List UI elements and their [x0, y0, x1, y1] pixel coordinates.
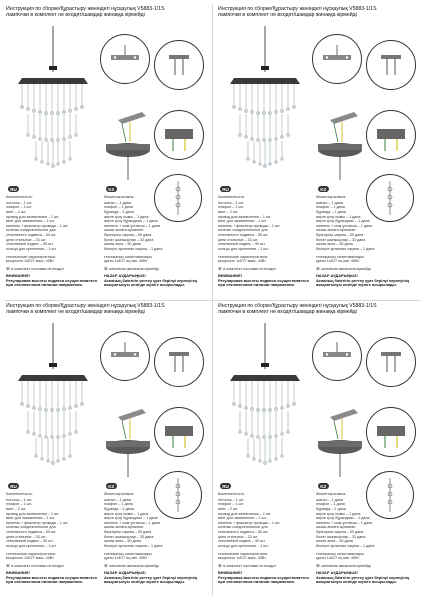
- instruction-title: [218, 6, 418, 18]
- detail-circle-wiring: [366, 407, 416, 457]
- canopy-rim: [106, 441, 150, 447]
- list-item: бұранда – 2 дана: [104, 506, 134, 511]
- specs-heading-kz: техникалық сипаттамалары:: [104, 254, 153, 259]
- list-item: ниппель + фиксатор провода – 1 шт.: [6, 223, 69, 228]
- list-item: провод для заземления – 1 шт.: [218, 511, 272, 516]
- title-line-2: лампочки в комплект не входят/шамдар жинаққа кірмейді: [218, 309, 357, 316]
- mounting-bracket: [330, 409, 358, 421]
- ground-wire: [122, 421, 126, 439]
- list-item: біріктіргіш сақина – 50 дана: [316, 232, 364, 237]
- not-included-note-ru: ⊗ в комплект поставки не входит: [218, 265, 277, 271]
- warning-heading-ru: ВНИМАНИЕ!: [6, 570, 30, 575]
- list-item: цепи стальные – 33 шт.: [218, 534, 259, 539]
- warning-text-kz: ажыратылуы кезінде жүзеге асырылады.: [104, 579, 185, 585]
- warning-text-kz: Аспаның биіктігін реттеу қуат берілуі кернеуінің: [104, 277, 198, 283]
- instruction-title: [6, 6, 206, 18]
- list-item: провод для заземления – 1 шт.: [6, 214, 60, 219]
- list-item: ниппель + сым ұстағыш – 1 дана: [316, 520, 373, 525]
- list-item: кольцо для крепления – 1 шт.: [218, 246, 269, 251]
- list-item: плафон – 1 дана: [316, 205, 345, 210]
- title-line-2: лампочки в комплект не входят/шамдар жинаққа кірмейді: [6, 309, 145, 316]
- list-item: винт – 2 шт.: [218, 506, 239, 511]
- specs-value-kz: қуаты 1xE27 ең көп. 40Вт: [104, 259, 148, 264]
- list-item: бекітуге арналған сақина – 1 дана: [316, 543, 375, 548]
- list-item: шатыл – 1 дана: [316, 497, 343, 502]
- language-badge-kz: KZ: [318, 483, 329, 489]
- top-ring: [230, 78, 300, 84]
- mounting-diagram: [104, 106, 156, 180]
- list-item: плафон – 1 дана: [104, 502, 133, 507]
- list-item: жерге қосу бұрандасы – 1 дана: [104, 516, 158, 521]
- top-ring: [230, 375, 300, 381]
- list-item: стеклянного подвеса – 50 шт.: [218, 529, 269, 534]
- list-item: стеклянного подвеса – 50 шт.: [6, 232, 57, 237]
- list-item: болат шынжырлар – 33 дана: [316, 237, 366, 242]
- crossed-bulb-icon: ⊗: [104, 265, 108, 271]
- not-included-note-ru: ⊗ в комплект поставки не входит: [6, 265, 65, 271]
- instruction-quadrant-top-right: [216, 6, 421, 298]
- chandelier-illustration: [14, 323, 92, 473]
- ground-wire: [334, 124, 338, 142]
- specs-value-kz: қуаты 1xE27 ең көп. 40Вт: [316, 556, 360, 561]
- list-item: бекітуге арналған сақина – 1 дана: [104, 246, 163, 251]
- wiring-detail-icon: [155, 111, 203, 159]
- warning-heading-kz: НАЗАР АУДАРЫҢЫЗ!: [316, 273, 358, 278]
- warning-text-kz: Аспаның биіктігін реттеу қуат берілуі кернеуінің: [316, 277, 410, 283]
- wiring-detail-icon: [367, 408, 415, 456]
- crystal-strands-mid: [240, 411, 288, 436]
- horizontal-divider: [4, 300, 421, 301]
- list-item: провод для заземления – 1 шт.: [218, 214, 272, 219]
- screws-detail-icon: [155, 338, 203, 386]
- warning-text-ru: при отключенном питании напряжения.: [218, 579, 295, 585]
- specs-heading-ru: технические характеристики:: [218, 551, 268, 556]
- detail-circle-bracket: [100, 331, 150, 381]
- not-included-note-ru: ⊗ в комплект поставки не входит: [6, 562, 65, 568]
- list-item: ниппель + фиксатор провода – 1 шт.: [6, 520, 69, 525]
- mounting-diagram: [316, 106, 368, 180]
- list-item: кольцо для крепления – 1 шт.: [218, 543, 269, 548]
- list-item: ниппель + сым ұстағыш – 1 дана: [104, 223, 161, 228]
- list-item: жерге қосу сымы – 1 дана: [316, 214, 361, 219]
- list-item: жерге қосу сымы – 1 дана: [316, 511, 361, 516]
- title-line-2: лампочки в комплект не входят/шамдар жинаққа кірмейді: [6, 12, 145, 19]
- list-item: потолок – 1 шт.: [218, 200, 244, 205]
- detail-circle-wiring: [154, 110, 204, 160]
- list-item: шыны аспа – 90 дана: [316, 539, 353, 544]
- contents-heading-kz: Жиынтықтылығы:: [104, 492, 135, 496]
- screws-detail-icon: [155, 41, 203, 89]
- list-item: шыны аспаға арналған: [104, 525, 144, 530]
- warning-text-ru: Регулировка высоты подвеса осуществляется: [6, 277, 97, 283]
- list-item: шатыл – 1 дана: [316, 200, 343, 205]
- mounting-bracket: [118, 112, 146, 124]
- crossed-bulb-icon: ⊗: [6, 562, 10, 568]
- contents-heading-ru: Комплектность:: [218, 492, 245, 496]
- list-item: колечко соединительное для: [6, 228, 56, 233]
- crystal-strands-mid: [28, 411, 76, 436]
- contents-list-ru: [6, 492, 102, 568]
- title-line-1: Инструкция по сборке/Құрастыру жөніндегі нұсқаулық V5883-1/1S: [6, 303, 165, 309]
- crossed-bulb-icon: ⊗: [6, 265, 10, 271]
- list-item: плафон – 1 шт.: [6, 502, 32, 507]
- contents-list-ru: [218, 492, 314, 568]
- not-included-note-kz: ⊗ жеткізілім жинағына кірмейді: [316, 562, 371, 568]
- list-item: стеклянный подвес – 90 шт.: [6, 242, 54, 247]
- contents-list-kz: [316, 195, 412, 271]
- crossed-bulb-icon: ⊗: [218, 265, 222, 271]
- title-line-2: лампочки в комплект не входят/шамдар жинаққа кірмейді: [218, 12, 357, 19]
- list-item: болат шынжырлар – 33 дана: [104, 237, 154, 242]
- list-item: шыны аспаға арналған: [316, 525, 356, 530]
- list-item: плафон – 1 шт.: [6, 205, 32, 210]
- contents-heading-ru: Комплектность:: [218, 195, 245, 199]
- mounting-bracket: [118, 409, 146, 421]
- language-badge-ru: RU: [8, 186, 19, 192]
- not-included-note-kz: ⊗ жеткізілім жинағына кірмейді: [104, 562, 159, 568]
- list-item: плафон – 1 дана: [316, 502, 345, 507]
- warning-text-kz: Аспаның биіктігін реттеу қуат берілуі кернеуінің: [104, 574, 198, 580]
- canopy-rim: [318, 441, 362, 447]
- warning-kz: [104, 274, 200, 288]
- list-item: колечко соединительное для: [218, 228, 268, 233]
- bracket-detail-icon: [313, 332, 361, 380]
- list-item: ниппель + фиксатор провода – 1 шт.: [218, 520, 281, 525]
- crystal-strands-top: [234, 381, 294, 409]
- detail-circle-screws: [154, 40, 204, 90]
- instruction-title: [6, 303, 206, 315]
- list-item: винт для заземления – 1 шт.: [6, 516, 55, 521]
- wiring-detail-icon: [367, 111, 415, 159]
- lamp-holder: [261, 363, 269, 367]
- lamp-holder: [49, 66, 57, 70]
- warning-text-ru: при отключенном питании напряжения.: [6, 579, 83, 585]
- warning-ru: [218, 274, 314, 288]
- crossed-bulb-icon: ⊗: [316, 562, 320, 568]
- warning-heading-ru: ВНИМАНИЕ!: [6, 273, 30, 278]
- list-item: винт для заземления – 1 шт.: [218, 516, 267, 521]
- list-item: плафон – 1 шт.: [218, 205, 244, 210]
- list-item: винт для заземления – 1 шт.: [6, 219, 55, 224]
- mounting-diagram: [104, 403, 156, 477]
- warning-text-ru: Регулировка высоты подвеса осуществляется: [218, 574, 309, 580]
- crystal-strands-mid: [28, 114, 76, 139]
- list-item: жерге қосу бұрандасы – 1 дана: [316, 516, 370, 521]
- chandelier-illustration: [14, 26, 92, 176]
- list-item: стеклянный подвес – 90 шт.: [6, 539, 54, 544]
- list-item: жерге қосу сымы – 1 дана: [104, 511, 149, 516]
- list-item: жерге қосу бұрандасы – 1 дана: [104, 219, 158, 224]
- language-badge-kz: KZ: [318, 186, 329, 192]
- list-item: бұранда – 2 дана: [316, 506, 346, 511]
- not-included-note-ru: ⊗ в комплект поставки не входит: [218, 562, 277, 568]
- crystal-strands-top: [234, 84, 294, 112]
- warning-heading-ru: ВНИМАНИЕ!: [218, 570, 242, 575]
- bracket-detail-icon: [101, 35, 149, 83]
- not-included-note-kz: ⊗ жеткізілім жинағына кірмейді: [316, 265, 371, 271]
- list-item: бекітуге арналған сақина – 1 дана: [316, 246, 375, 251]
- list-item: шатыл – 1 дана: [104, 497, 131, 502]
- list-item: бекітуге арналған сақина – 1 дана: [104, 543, 163, 548]
- contents-heading-kz: Жиынтықтылығы:: [316, 492, 347, 496]
- title-line-1: Инструкция по сборке/Құрастыру жөніндегі нұсқаулық V5883-1/1S: [6, 6, 165, 12]
- list-item: винт для заземления – 1 шт.: [218, 219, 267, 224]
- top-ring: [18, 375, 88, 381]
- language-badge-kz: KZ: [106, 186, 117, 192]
- specs-heading-ru: технические характеристики:: [218, 254, 268, 259]
- warning-heading-ru: ВНИМАНИЕ!: [218, 273, 242, 278]
- list-item: ниппель + сым ұстағыш – 1 дана: [104, 520, 161, 525]
- warning-ru: [6, 274, 102, 288]
- screws-detail-icon: [367, 41, 415, 89]
- specs-value-ru: мощность 1xE27 макс. 40Вт: [218, 259, 266, 264]
- list-item: колечко соединительное для: [6, 525, 56, 530]
- list-item: біріктіргіш сақина – 50 дана: [316, 529, 364, 534]
- list-item: болат шынжырлар – 33 дана: [104, 534, 154, 539]
- list-item: кольцо для крепления – 1 шт.: [6, 543, 57, 548]
- list-item: потолок – 1 шт.: [218, 497, 244, 502]
- warning-heading-kz: НАЗАР АУДАРЫҢЫЗ!: [104, 273, 146, 278]
- title-line-1: Инструкция по сборке/Құрастыру жөніндегі нұсқаулық V5883-1/1S: [218, 303, 377, 309]
- wiring-detail-icon: [155, 408, 203, 456]
- ground-wire: [334, 421, 338, 439]
- detail-circle-bracket: [312, 331, 362, 381]
- top-ring: [18, 78, 88, 84]
- warning-text-ru: при отключенном питании напряжения.: [6, 282, 83, 288]
- language-badge-ru: RU: [8, 483, 19, 489]
- list-item: винт – 2 шт.: [6, 209, 27, 214]
- warning-kz: [316, 571, 412, 585]
- lamp-holder: [261, 66, 269, 70]
- canopy-rim: [318, 144, 362, 150]
- crossed-bulb-icon: ⊗: [104, 562, 108, 568]
- warning-kz: [316, 274, 412, 288]
- detail-circle-wiring: [366, 110, 416, 160]
- warning-kz: [104, 571, 200, 585]
- detail-circle-bracket: [100, 34, 150, 84]
- language-badge-ru: RU: [220, 483, 231, 489]
- warning-text-kz: ажыратылуы кезінде жүзеге асырылады.: [316, 282, 397, 288]
- bracket-detail-icon: [313, 35, 361, 83]
- list-item: цепи стальные – 33 шт.: [6, 534, 47, 539]
- ground-wire: [122, 124, 126, 142]
- not-included-note-kz: ⊗ жеткізілім жинағына кірмейді: [104, 265, 159, 271]
- detail-circle-bracket: [312, 34, 362, 84]
- list-item: стеклянного подвеса – 50 шт.: [218, 232, 269, 237]
- bracket-detail-icon: [101, 332, 149, 380]
- contents-list-ru: [218, 195, 314, 271]
- chandelier-illustration: [226, 26, 304, 176]
- list-item: кольцо для крепления – 1 шт.: [6, 246, 57, 251]
- crossed-bulb-icon: ⊗: [218, 562, 222, 568]
- list-item: ниппель + фиксатор провода – 1 шт.: [218, 223, 281, 228]
- list-item: бұранда – 2 дана: [316, 209, 346, 214]
- warning-text-ru: Регулировка высоты подвеса осуществляется: [218, 277, 309, 283]
- instruction-title: [218, 303, 418, 315]
- canopy-rim: [106, 144, 150, 150]
- lamp-holder: [49, 363, 57, 367]
- specs-heading-ru: технические характеристики:: [6, 551, 56, 556]
- list-item: біріктіргіш сақина – 50 дана: [104, 529, 152, 534]
- mounting-diagram: [316, 403, 368, 477]
- mounting-bracket: [330, 112, 358, 124]
- warning-ru: [218, 571, 314, 585]
- list-item: винт – 2 шт.: [6, 506, 27, 511]
- list-item: шыны аспаға арналған: [316, 228, 356, 233]
- list-item: жерге қосу сымы – 1 дана: [104, 214, 149, 219]
- chandelier-illustration: [226, 323, 304, 473]
- contents-heading-ru: Комплектность:: [6, 492, 33, 496]
- language-badge-kz: KZ: [106, 483, 117, 489]
- contents-list-kz: [104, 195, 200, 271]
- detail-circle-wiring: [154, 407, 204, 457]
- language-badge-ru: RU: [220, 186, 231, 192]
- instruction-quadrant-top-left: [4, 6, 209, 298]
- specs-value-kz: қуаты 1xE27 ең көп. 40Вт: [104, 556, 148, 561]
- list-item: стеклянного подвеса – 50 шт.: [6, 529, 57, 534]
- contents-heading-kz: Жиынтықтылығы:: [316, 195, 347, 199]
- list-item: провод для заземления – 1 шт.: [6, 511, 60, 516]
- contents-heading-kz: Жиынтықтылығы:: [104, 195, 135, 199]
- crystal-strands-top: [22, 84, 82, 112]
- list-item: шыны аспа – 90 дана: [104, 242, 141, 247]
- contents-heading-ru: Комплектность:: [6, 195, 33, 199]
- list-item: винт – 2 шт.: [218, 209, 239, 214]
- list-item: шыны аспаға арналған: [104, 228, 144, 233]
- specs-heading-kz: техникалық сипаттамалары:: [104, 551, 153, 556]
- crossed-bulb-icon: ⊗: [316, 265, 320, 271]
- list-item: стеклянный подвес – 90 шт.: [218, 539, 266, 544]
- warning-text-kz: ажыратылуы кезінде жүзеге асырылады.: [316, 579, 397, 585]
- contents-list-ru: [6, 195, 102, 271]
- specs-heading-kz: техникалық сипаттамалары:: [316, 551, 365, 556]
- warning-ru: [6, 571, 102, 585]
- list-item: потолок – 1 шт.: [6, 497, 32, 502]
- detail-circle-screws: [154, 337, 204, 387]
- list-item: біріктіргіш сақина – 50 дана: [104, 232, 152, 237]
- contents-list-kz: [316, 492, 412, 568]
- warning-heading-kz: НАЗАР АУДАРЫҢЫЗ!: [104, 570, 146, 575]
- list-item: шыны аспа – 90 дана: [316, 242, 353, 247]
- instruction-quadrant-bottom-right: [216, 303, 421, 595]
- list-item: плафон – 1 шт.: [218, 502, 244, 507]
- warning-text-ru: Регулировка высоты подвеса осуществляется: [6, 574, 97, 580]
- specs-value-ru: мощность 1xE27 макс. 40Вт: [6, 259, 54, 264]
- list-item: ниппель + сым ұстағыш – 1 дана: [316, 223, 373, 228]
- specs-value-ru: мощность 1xE27 макс. 40Вт: [218, 556, 266, 561]
- detail-circle-screws: [366, 337, 416, 387]
- list-item: цепи стальные – 33 шт.: [218, 237, 259, 242]
- list-item: потолок – 1 шт.: [6, 200, 32, 205]
- warning-text-ru: при отключенном питании напряжения.: [218, 282, 295, 288]
- list-item: плафон – 1 дана: [104, 205, 133, 210]
- instruction-quadrant-bottom-left: [4, 303, 209, 595]
- list-item: колечко соединительное для: [218, 525, 268, 530]
- list-item: шыны аспа – 90 дана: [104, 539, 141, 544]
- warning-text-kz: Аспаның биіктігін реттеу қуат берілуі кернеуінің: [316, 574, 410, 580]
- list-item: шатыл – 1 дана: [104, 200, 131, 205]
- list-item: цепи стальные – 33 шт.: [6, 237, 47, 242]
- specs-value-ru: мощность 1xE27 макс. 40Вт: [6, 556, 54, 561]
- specs-heading-ru: технические характеристики:: [6, 254, 56, 259]
- title-line-1: Инструкция по сборке/Құрастыру жөніндегі нұсқаулық V5883-1/1S: [218, 6, 377, 12]
- warning-heading-kz: НАЗАР АУДАРЫҢЫЗ!: [316, 570, 358, 575]
- screws-detail-icon: [367, 338, 415, 386]
- warning-text-kz: ажыратылуы кезінде жүзеге асырылады.: [104, 282, 185, 288]
- contents-list-kz: [104, 492, 200, 568]
- detail-circle-screws: [366, 40, 416, 90]
- list-item: болат шынжырлар – 33 дана: [316, 534, 366, 539]
- list-item: бұранда – 2 дана: [104, 209, 134, 214]
- crystal-strands-top: [22, 381, 82, 409]
- crystal-strands-mid: [240, 114, 288, 139]
- specs-heading-kz: техникалық сипаттамалары:: [316, 254, 365, 259]
- specs-value-kz: қуаты 1xE27 ең көп. 40Вт: [316, 259, 360, 264]
- list-item: стеклянный подвес – 90 шт.: [218, 242, 266, 247]
- list-item: жерге қосу бұрандасы – 1 дана: [316, 219, 370, 224]
